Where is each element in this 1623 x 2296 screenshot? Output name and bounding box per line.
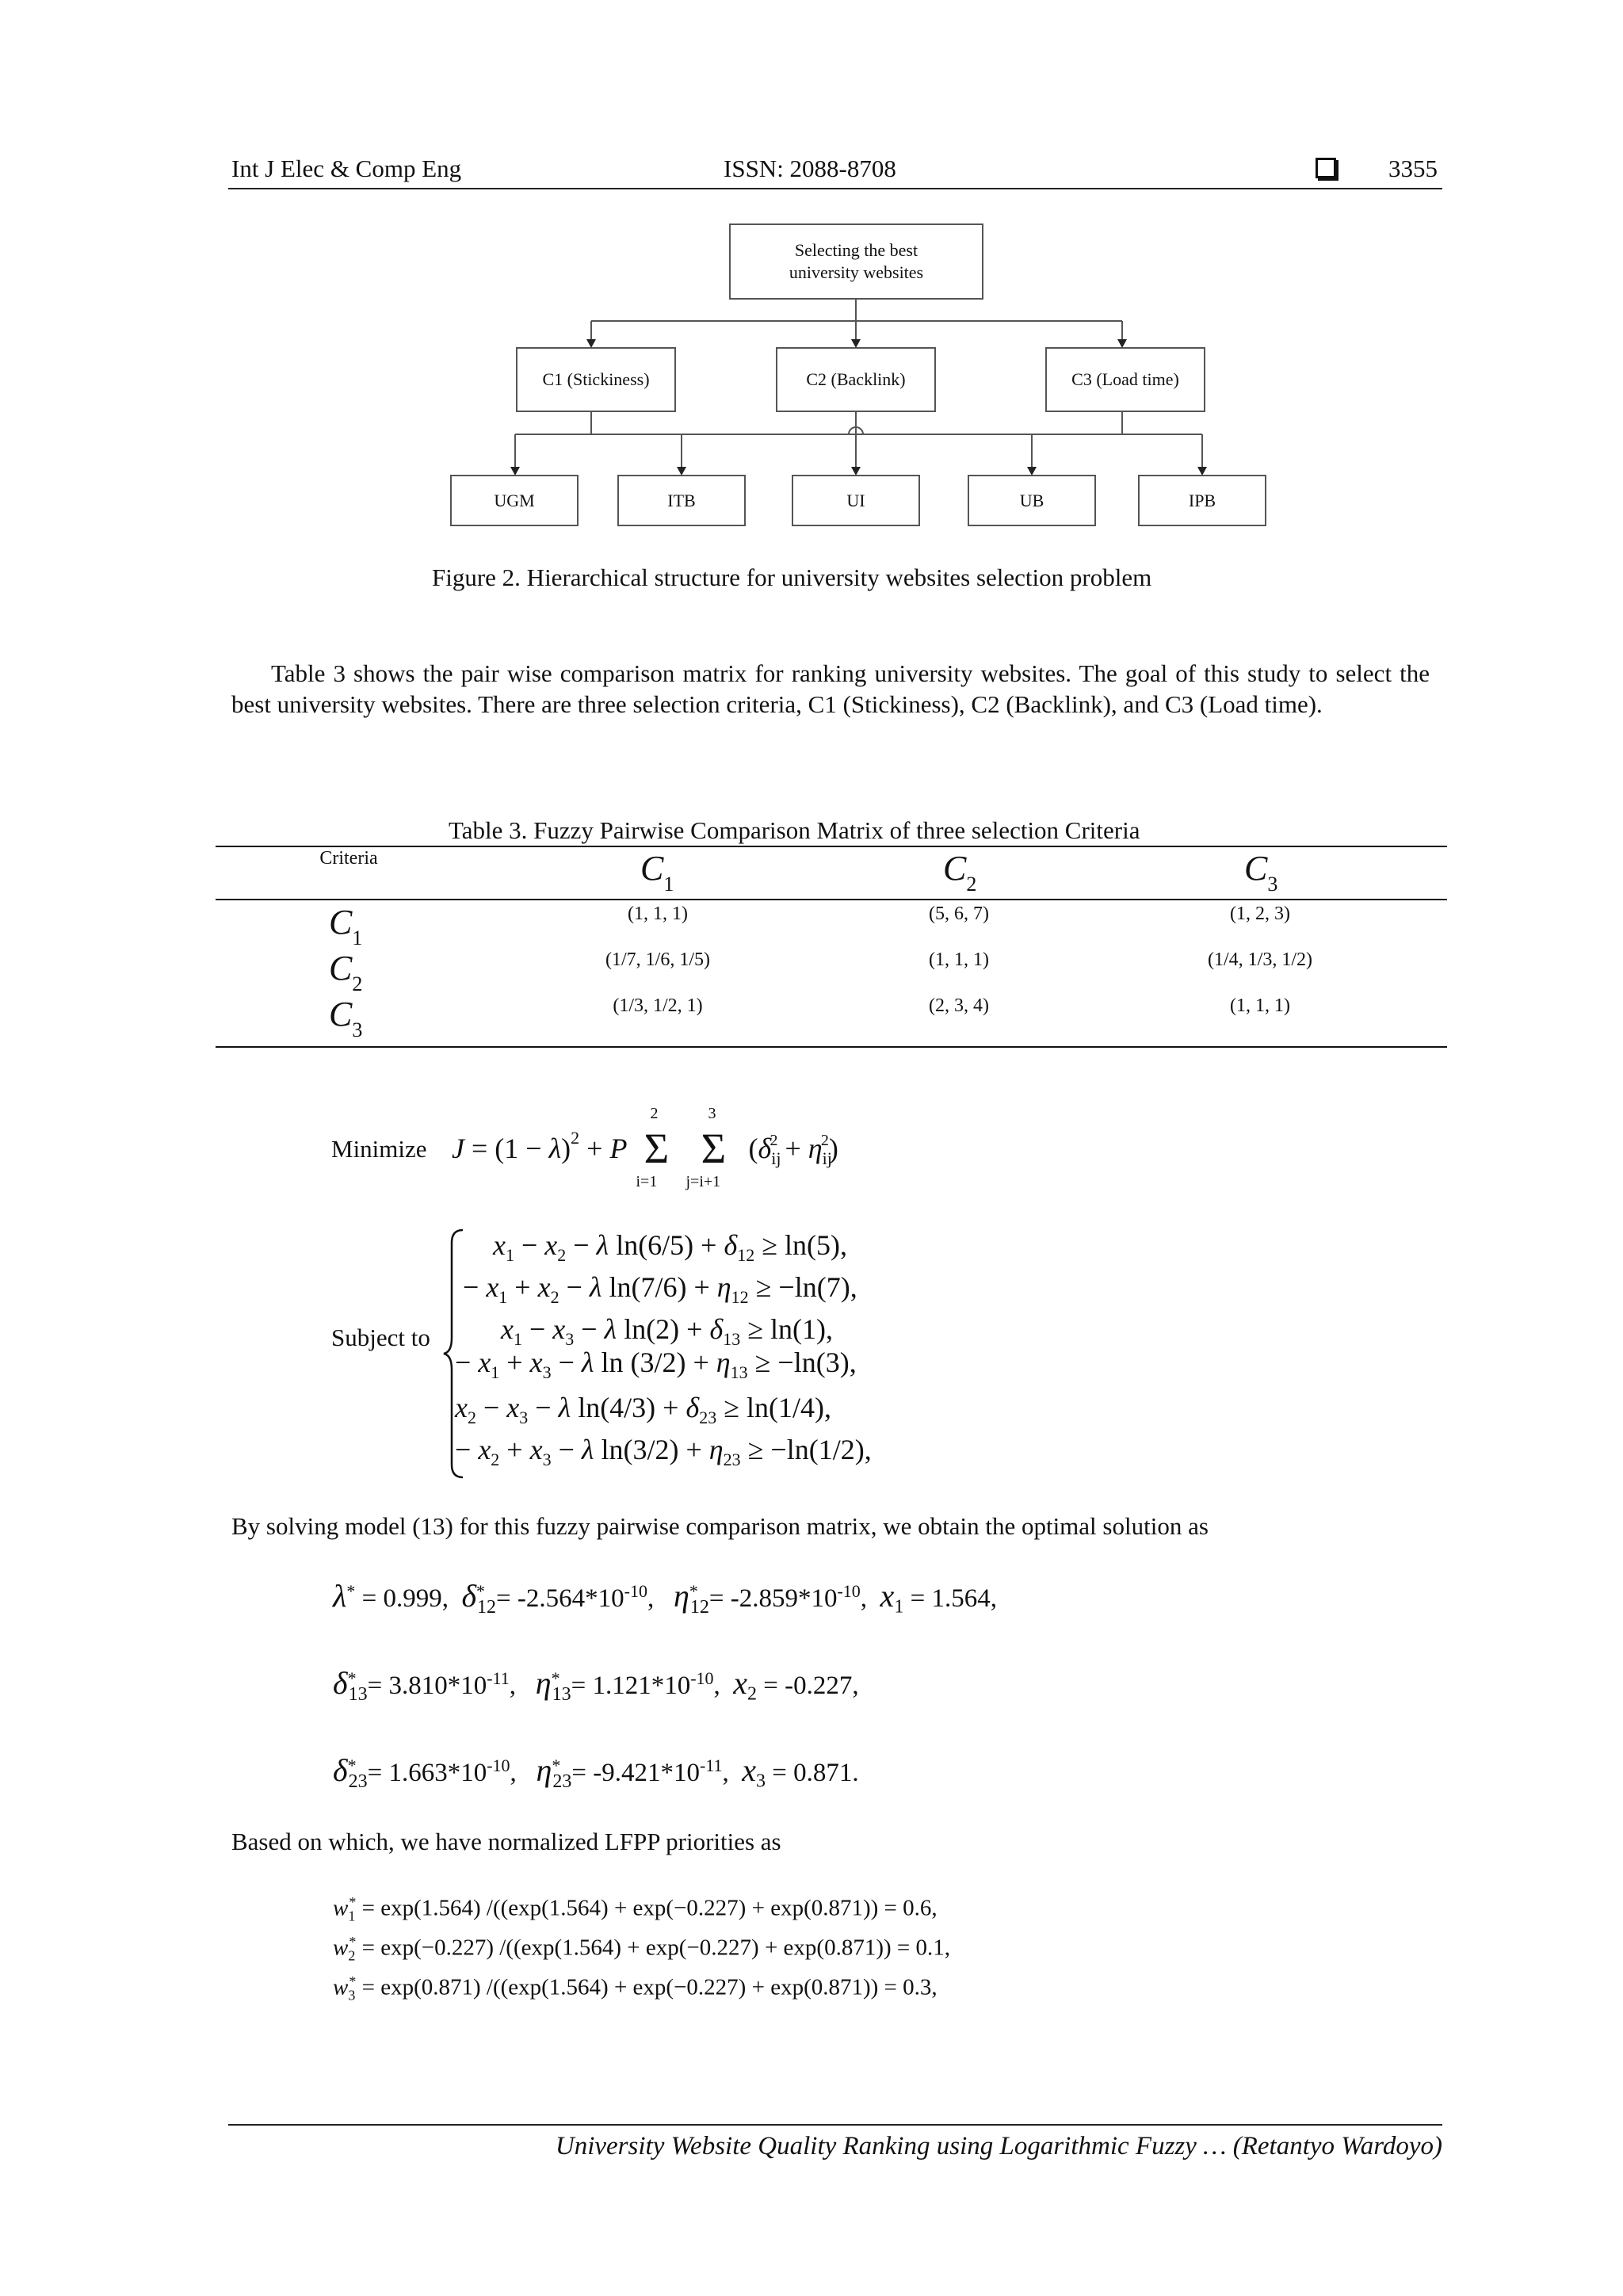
eta23-exponent: -11 — [700, 1755, 723, 1775]
alternative-node-3: UI — [846, 490, 865, 510]
eta12-value: -2.859*10 — [730, 1584, 838, 1613]
body-paragraph-3: Based on which, we have normalized LFPP priorities as — [231, 1828, 781, 1855]
weight-2-value: 0.1 — [915, 1935, 945, 1961]
table-cell: (1, 1, 1) — [929, 949, 989, 970]
constraint-6: − $x_2 + x_3 - \lambda$ $\ln(3/2) + \eta_{23} \ge -\ln(1/2)$, — [455, 1434, 872, 1470]
minimize-label: Minimize — [331, 1135, 427, 1163]
table-row-header-2: $C_2$ — [329, 949, 363, 995]
eta13-exponent: -10 — [690, 1668, 714, 1688]
running-footer: University Website Quality Ranking using Logarithmic Fuzzy … (Retantyo Wardoyo) — [555, 2132, 1442, 2160]
table-cell: (1, 1, 1) — [628, 904, 688, 924]
table-corner-header: Criteria — [319, 848, 378, 869]
weight-1-value: 0.6 — [903, 1895, 932, 1921]
delta23-exponent: -10 — [487, 1755, 510, 1775]
table-row-header-1: $C_1$ — [329, 903, 363, 949]
body-paragraph-1: Table 3 shows the pair wise comparison matrix for ranking university websites. The goal of this study to select the best university websites. There are three selection criteria, C1 (Stickiness), C2 (Backlink), and C3 (Load time). — [231, 659, 1430, 718]
delta23-value: 1.663*10 — [388, 1759, 487, 1787]
figure-caption: Figure 2. Hierarchical structure for university websites selection problem — [432, 563, 1152, 591]
eta23-value: -9.421*10 — [593, 1759, 701, 1787]
table-cell: (1/7, 1/6, 1/5) — [605, 949, 710, 970]
table-cell: (5, 6, 7) — [929, 904, 989, 924]
delta13-value: 3.810*10 — [388, 1671, 487, 1700]
table-row-header-3: $C_3$ — [329, 995, 363, 1041]
running-header-journal: Int J Elec & Comp Eng — [231, 155, 462, 182]
table-col-header-1: $C_1$ — [640, 849, 674, 896]
table-cell: (1, 2, 3) — [1230, 904, 1290, 924]
solution-line-3: $\delta^*_{23}= 1.663*10^{-10}$, $\eta^*_{23}= -9.421*10^{-11}$, $x_3 = 0.871$. — [333, 1752, 859, 1792]
solution-line-2: $\delta^*_{13}= 3.810*10^{-11}$, $\eta^*_{13}= 1.121*10^{-10}$, $x_2 = -0.227$, — [333, 1665, 859, 1705]
x2-value: -0.227 — [785, 1671, 853, 1700]
page-number: 3355 — [1388, 155, 1438, 182]
eta13-value: 1.121*10 — [592, 1671, 691, 1700]
table-caption: Table 3. Fuzzy Pairwise Comparison Matrix of three selection Criteria — [449, 816, 1140, 844]
table-col-header-3: $C_3$ — [1244, 849, 1278, 896]
table-cell: (1/4, 1/3, 1/2) — [1208, 949, 1312, 970]
constraint-5: $x_2 - x_3 - \lambda$ $\ln(4/3) + \delta_{23} \ge \ln(1/4)$, — [455, 1392, 831, 1428]
weight-equation-1: $w_1^* = \exp(1.564) /((\exp(1.564) + \exp(-0.227) + \exp(0.871)) = 0.6$, — [333, 1894, 938, 1924]
objective-function: $J = (1 - \lambda)^2 + P$ Σ 2 i=1 Σ 3 j=i+1 $(\delta_{ij}^2 + \eta_{ij}^2)$ — [452, 1105, 838, 1190]
table-mid-rule — [216, 899, 1447, 900]
subject-to-label: Subject to — [331, 1324, 430, 1351]
delta13-exponent: -11 — [487, 1668, 510, 1688]
solution-line-1: λ* = 0.999, $\delta^*_{12}= -2.564*10^{-10}$, $\eta^*_{12}= -2.859*10^{-10}$, $x_1 = 1.564$, — [333, 1578, 997, 1618]
weight-3-value: 0.3 — [903, 1974, 932, 2000]
table-cell: (2, 3, 4) — [929, 995, 989, 1016]
lambda-value: 0.999 — [383, 1584, 442, 1613]
constraint-4: − $x_1 + x_3 - \lambda$ $\ln (3/2) + \eta_{13} \ge -\ln(3)$, — [455, 1347, 857, 1383]
delta12-exponent: -10 — [624, 1581, 647, 1601]
weight-equation-2: $w_2^* = \exp(-0.227) /((\exp(1.564) + \exp(-0.227) + \exp(0.871)) = 0.1$, — [333, 1934, 950, 1964]
alternative-node-5: IPB — [1188, 490, 1216, 510]
table-cell: (1, 1, 1) — [1230, 995, 1290, 1016]
table-col-header-2: $C_2$ — [943, 849, 977, 896]
alternative-node-1: UGM — [494, 490, 535, 510]
criterion-node-3: C3 (Load time) — [1071, 369, 1179, 389]
constraint-2: − $x_1 + x_2 - \lambda$ $\ln(7/6) + \eta_{12} \ge -\ln(7)$, — [463, 1271, 857, 1308]
table-bottom-rule — [216, 1046, 1447, 1048]
constraint-1: $x_1 - x_2 - \lambda$ $\ln(6/5) + \delta_{12} \ge \ln(5)$, — [493, 1229, 847, 1266]
delta12-value: -2.564*10 — [517, 1584, 624, 1613]
footer-rule — [228, 2124, 1442, 2126]
table-top-rule — [216, 846, 1447, 847]
criterion-node-1: C1 (Stickiness) — [542, 369, 650, 389]
alternative-node-4: UB — [1019, 490, 1044, 510]
weight-equation-3: $w_3^* = \exp(0.871) /((\exp(1.564) + \exp(-0.227) + \exp(0.871)) = 0.3$, — [333, 1973, 938, 2004]
body-paragraph-2: By solving model (13) for this fuzzy pairwise comparison matrix, we obtain the optimal solution as — [231, 1512, 1209, 1540]
criterion-node-2: C2 (Backlink) — [806, 369, 906, 389]
x3-value: 0.871 — [793, 1759, 853, 1787]
eta12-exponent: -10 — [837, 1581, 861, 1601]
table-cell: (1/3, 1/2, 1) — [613, 995, 703, 1016]
alternative-node-2: ITB — [667, 490, 696, 510]
x1-value: 1.564 — [931, 1584, 991, 1613]
constraint-3: $x_1 - x_3 - \lambda$ $\ln(2) + \delta_{13} \ge \ln(1)$, — [501, 1313, 833, 1350]
root-node-label: Selecting the best university websites — [789, 240, 924, 282]
running-header-issn: ISSN: 2088-8708 — [724, 155, 896, 182]
